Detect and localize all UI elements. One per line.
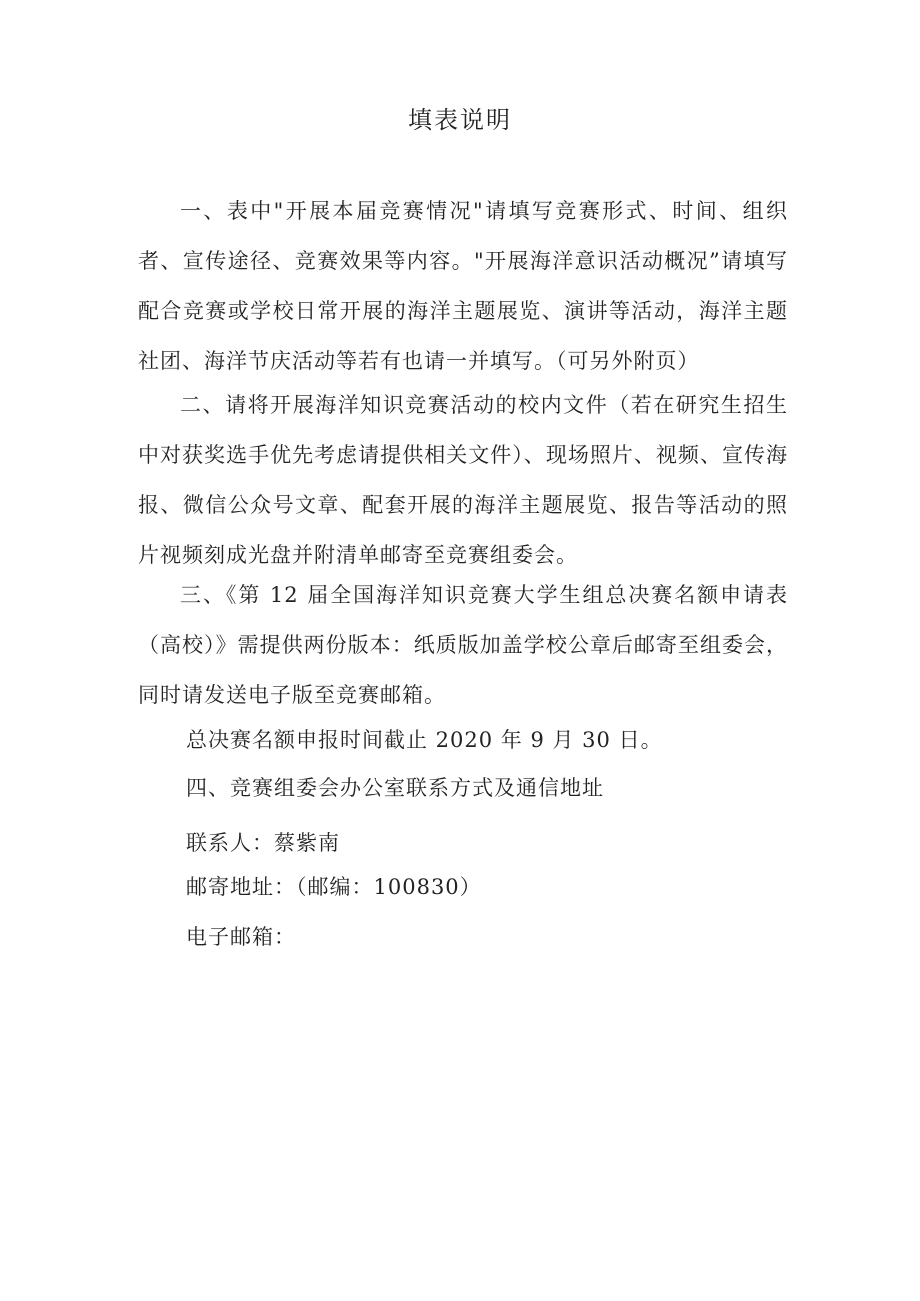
contact-person: 联系人：蔡紫南 (186, 831, 340, 855)
email-label: 电子邮箱： (186, 925, 296, 949)
contact-heading: 四、竞赛组委会办公室联系方式及通信地址 (186, 776, 604, 800)
instruction-paragraph-3: 三、《第 12 届全国海洋知识竞赛大学生组总决赛名额申请表（高校）》需提供两份版本：纸质版加盖学校公章后邮寄至组委会，同时请发送电子版至竞赛邮箱。 (138, 583, 788, 707)
instruction-paragraph-2: 二、请将开展海洋知识竞赛活动的校内文件（若在研究生招生中对获奖选手优先考虑请提供相关文件）、现场照片、视频、宣传海报、微信公众号文章、配套开展的海洋主题展览、报告等活动的照片视频刻成光盘并附清单邮寄至竞赛组委会。 (138, 393, 788, 567)
page-title: 填表说明 (408, 106, 512, 134)
deadline-note: 总决赛名额申报时间截止 2020 年 9 月 30 日。 (186, 728, 663, 752)
mailing-address: 邮寄地址：（邮编：100830） (186, 875, 482, 899)
instruction-paragraph-1: 一、表中"开展本届竞赛情况"请填写竞赛形式、时间、组织者、宣传途径、竞赛效果等内容。"开展海洋意识活动概况”请填写配合竞赛或学校日常开展的海洋主题展览、演讲等活动，海洋主题社团、海洋节庆活动等若有也请一并填写。（可另外附页） (138, 199, 788, 373)
